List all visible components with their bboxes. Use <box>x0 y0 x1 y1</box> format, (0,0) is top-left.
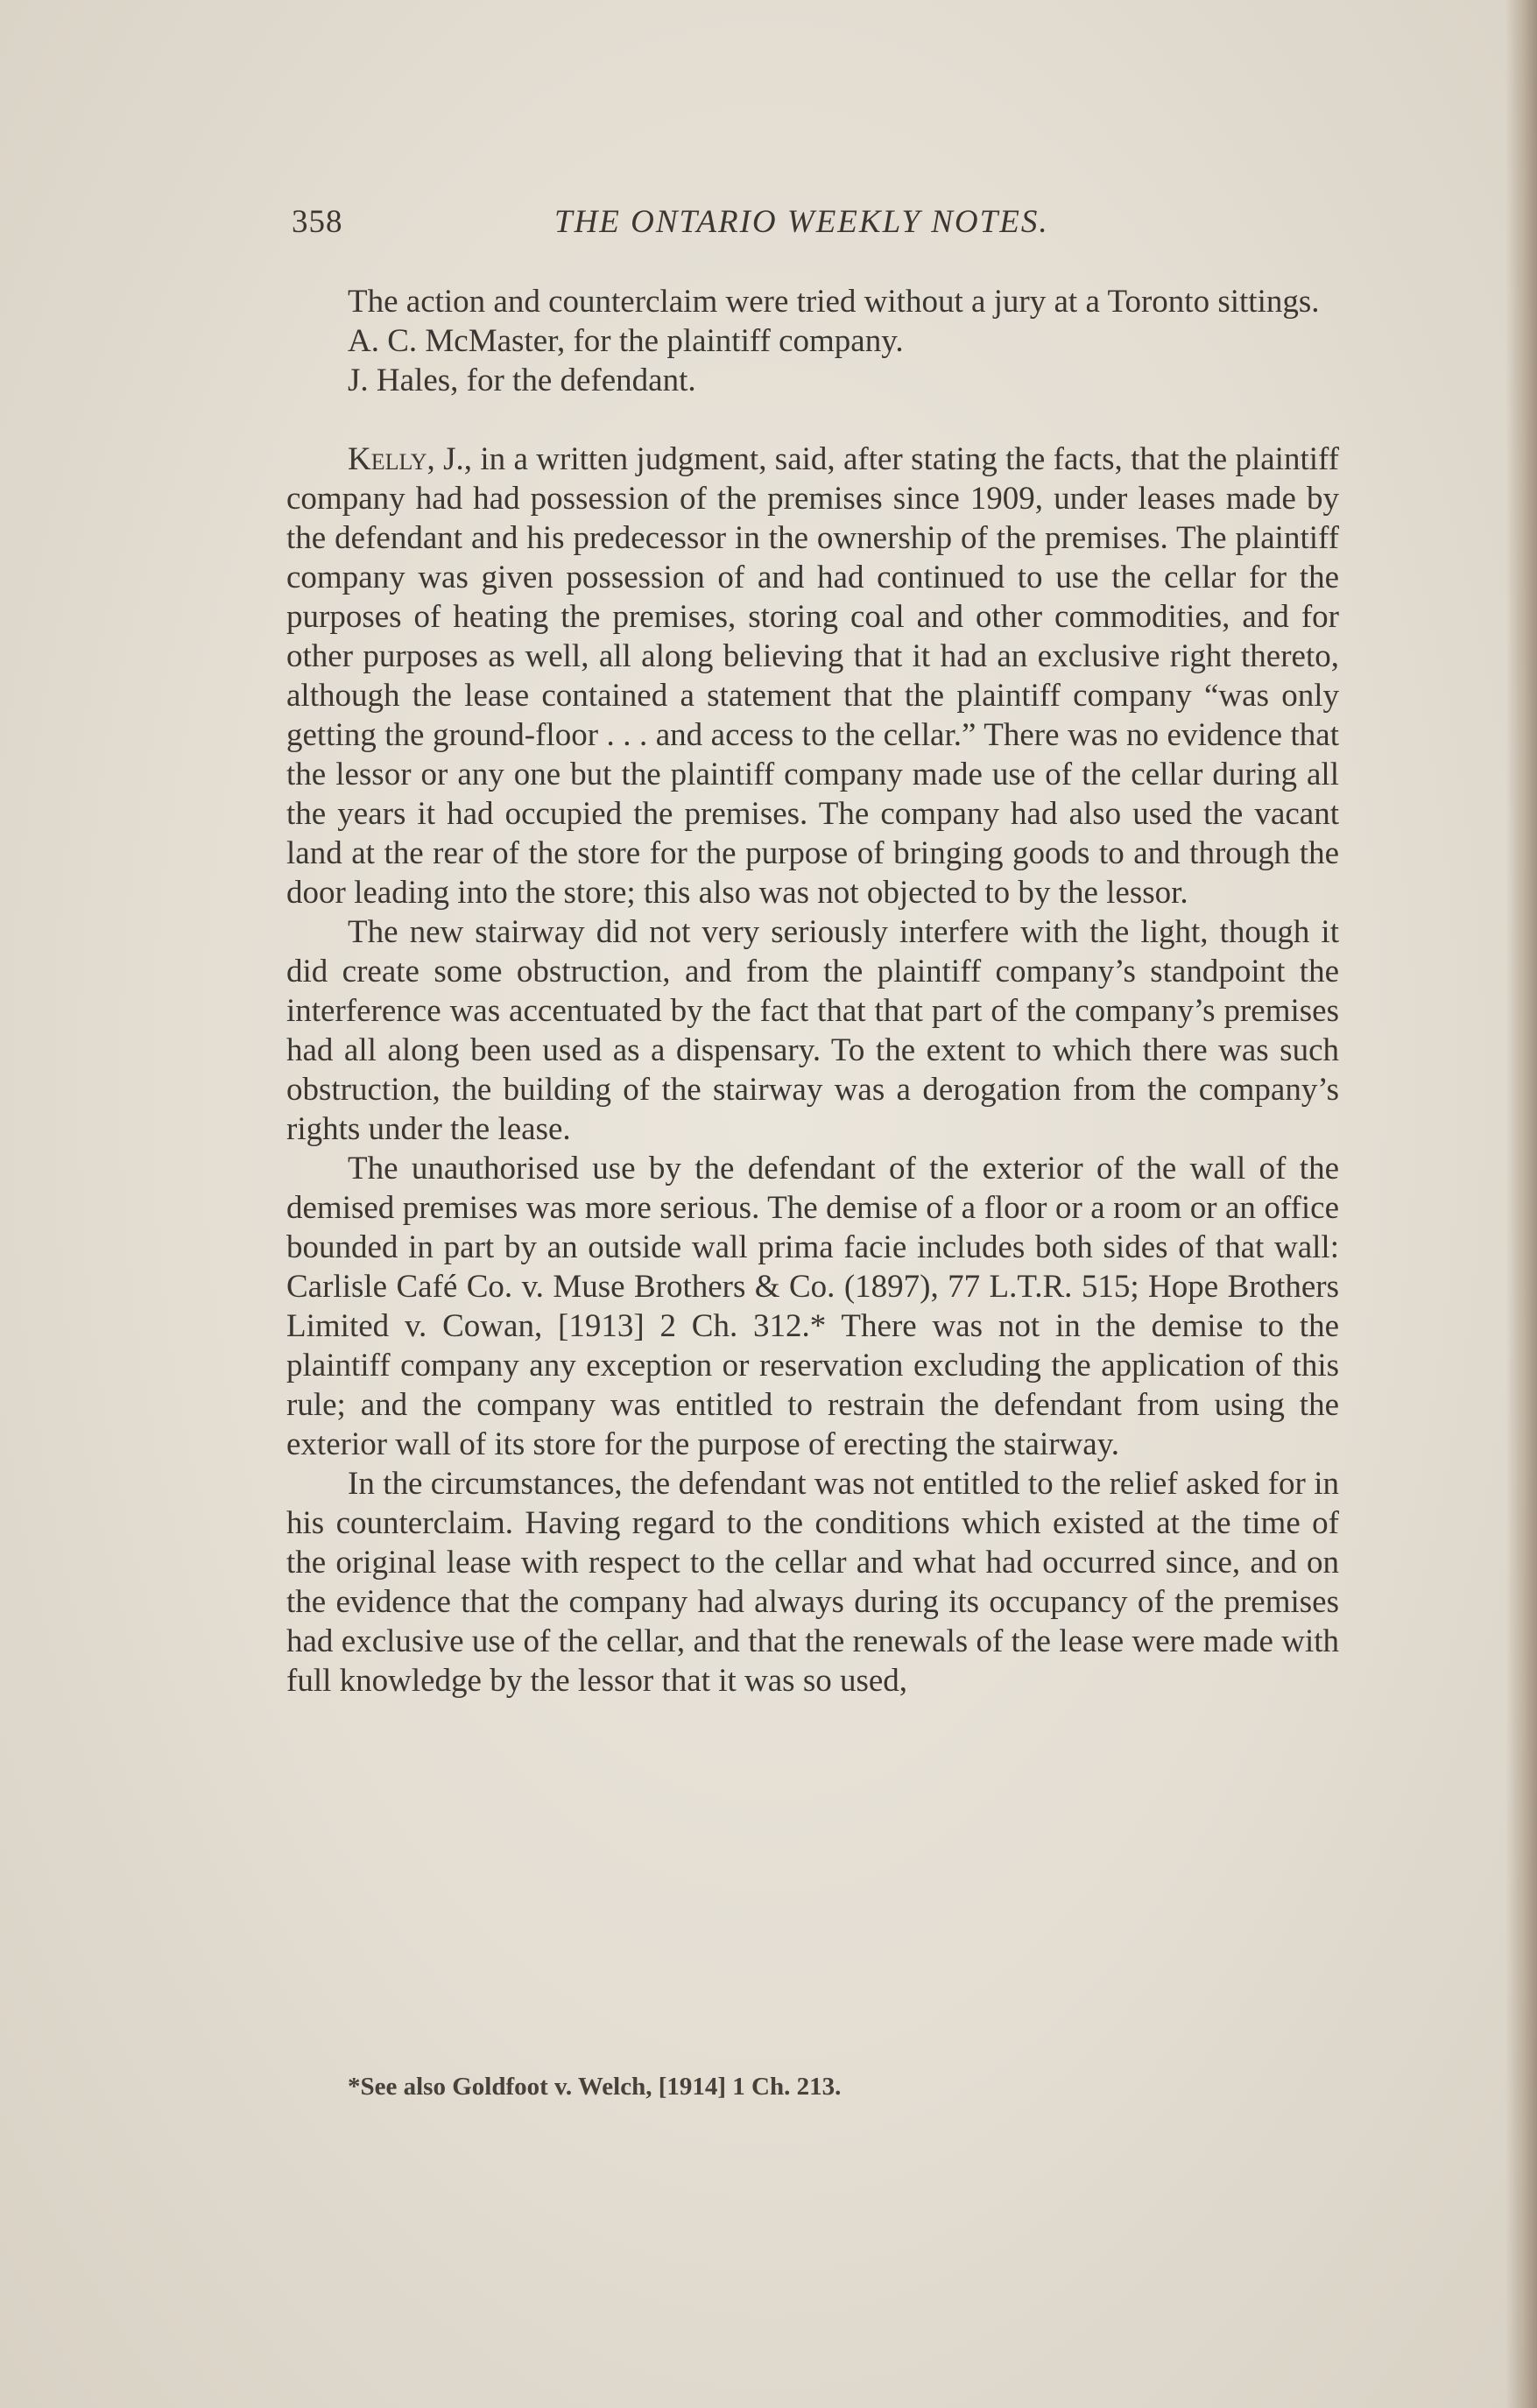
body-text <box>286 282 1339 1700</box>
judgment-paragraph-2: The new stairway did not very seriously interfere with the light, though it did create some obstruction, and from the plaintiff company’s standpoint the interference was accentuated by the fact that that part of the company’s premises had all along been used as a dispensary. To the extent to which there was such obstruction, the building of the stairway was a derogation from the company’s rights under the lease. <box>286 914 1339 1147</box>
judgment-paragraph-4: In the circumstances, the defendant was not entitled to the relief asked for in his counterclaim. Having regard to the conditions which existed at the time of the original lease with respect to the cellar and what had occurred since, and on the evidence that the company had always during its occupancy of the premises had exclusive use of the cellar, and that the renewals of the lease were made with full knowledge by the lessor that it was so used, <box>286 1466 1339 1699</box>
page-edge-shadow <box>1505 0 1537 2408</box>
running-head: THE ONTARIO WEEKLY NOTES. <box>554 204 1049 240</box>
counsel-plaintiff: A. C. McMaster, for the plaintiff company. <box>348 323 904 359</box>
judgment-paragraph-1 <box>286 440 1339 912</box>
footnote: *See also Goldfoot v. Welch, [1914] 1 Ch. 213. <box>348 2073 842 2101</box>
judgment-paragraph-1-text: , J., in a written judgment, said, after stating the facts, that the plaintiff company had had possession of the premises since 1909, under leases made by the defendant and his predecessor in the ownership of the premises. The plaintiff company was given possession of and had continued to use the cellar for the purposes of heating the premises, storing coal and other commodities, and for other purposes as well, all along believing that it had an exclusive right thereto, although the lease contained a statement that the plaintiff company “was only getting the ground-floor . . . and access to the cellar.” There was no evidence that the lessor or any one but the plaintiff company made use of the cellar during all the years it had occupied the premises. The company had also used the vacant land at the rear of the store for the purpose of bringing goods to and through the door leading into the store; this also was not objected to by the lessor. <box>286 441 1339 911</box>
judgment-paragraph-3: The unauthorised use by the defendant of the exterior of the wall of the demised premises was more serious. The demise of a floor or a room or an office bounded in part by an outside wall prima facie includes both sides of that wall: Carlisle Café Co. v. Muse Brothers & Co. (1897), 77 L.T.R. 515; Hope Brothers Limited v. Cowan, [1913] 2 Ch. 312.* There was not in the demise to the plaintiff company any exception or reservation excluding the application of this rule; and the company was entitled to restrain the defendant from using the exterior wall of its store for the purpose of erecting the stairway. <box>286 1151 1339 1462</box>
page-header <box>292 203 1080 256</box>
counsel-defendant: J. Hales, for the defendant. <box>348 363 696 398</box>
intro-paragraph: The action and counterclaim were tried without a jury at a Toronto sittings. <box>348 284 1320 320</box>
page-number: 358 <box>292 204 343 240</box>
judge-name: Kelly <box>348 441 427 477</box>
